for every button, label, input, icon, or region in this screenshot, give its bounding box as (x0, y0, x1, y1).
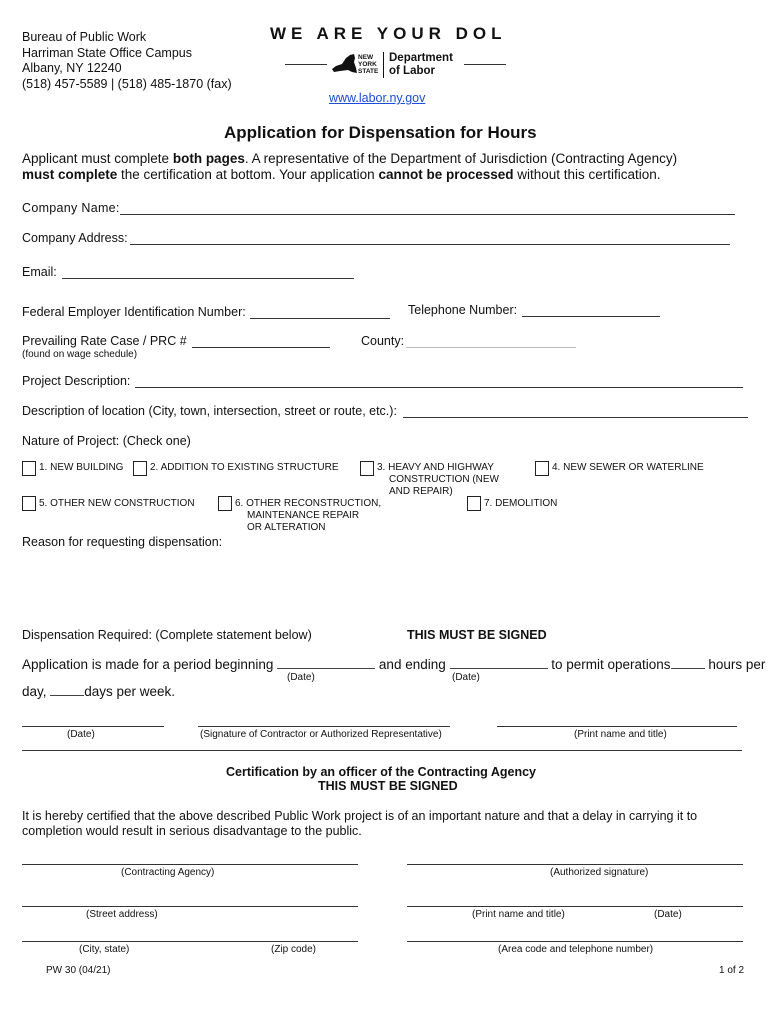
dispensation-statement-line1: Application is made for a period beginning and ending to permit operations hours per (22, 657, 766, 672)
city-state-line[interactable] (22, 941, 358, 942)
header-address (22, 30, 232, 92)
contractor-print-name-line[interactable] (497, 726, 737, 727)
prc-note: (found on wage schedule) (22, 349, 138, 360)
days-field[interactable] (50, 684, 84, 696)
hours-field[interactable] (671, 657, 705, 669)
company-name-field[interactable] (120, 214, 735, 215)
option-new-building: 1. NEW BUILDING (39, 462, 124, 473)
contractor-date-caption: (Date) (67, 729, 95, 740)
project-description-label: Project Description: (22, 374, 131, 388)
checkbox-demolition[interactable] (467, 496, 481, 511)
telephone-field[interactable] (522, 316, 660, 317)
option-demolition: 7. DEMOLITION (484, 498, 558, 509)
page-number: 1 of 2 (719, 965, 745, 976)
authorized-signature-caption: (Authorized signature) (550, 867, 649, 878)
phone-fax-line: (518) 457-5589 | (518) 485-1870 (fax) (22, 76, 232, 91)
page-title: Application for Dispensation for Hours (224, 123, 537, 142)
slogan: WE ARE YOUR DOL (270, 24, 507, 43)
zip-code-caption: (Zip code) (271, 944, 317, 955)
county-field[interactable] (406, 347, 576, 348)
contractor-signature-caption: (Signature of Contractor or Authorized Representative) (200, 729, 442, 740)
email-label: Email: (22, 265, 57, 279)
location-description-field[interactable] (403, 417, 748, 418)
option-other-new-construction: 5. OTHER NEW CONSTRUCTION (39, 498, 195, 509)
dispensation-statement-line2: day, days per week. (22, 684, 176, 699)
fein-field[interactable] (250, 318, 390, 319)
option-sewer-waterline: 4. NEW SEWER OR WATERLINE (552, 462, 704, 473)
certification-text: It is hereby certified that the above described Public Work project is of an important nature and that a delay in carrying it to completion would result in serious disadvantage to the public. (22, 809, 698, 838)
street-address-caption: (Street address) (86, 909, 158, 920)
checkbox-addition[interactable] (133, 461, 147, 476)
county-label: County: (361, 334, 405, 348)
street-address-line[interactable] (22, 906, 358, 907)
reason-input-area[interactable] (22, 552, 742, 622)
city-state-caption: (City, state) (79, 944, 130, 955)
contracting-agency-caption: (Contracting Agency) (121, 867, 215, 878)
city-line: Albany, NY 12240 (22, 61, 122, 75)
form-id: PW 30 (04/21) (46, 965, 111, 976)
agency-date-caption: (Date) (654, 909, 682, 920)
nature-of-project-label: Nature of Project: (Check one) (22, 434, 191, 448)
fein-label: Federal Employer Identification Number: (22, 305, 246, 319)
ny-state-map-icon (330, 52, 360, 78)
agency-print-name-caption: (Print name and title) (472, 909, 565, 920)
must-be-signed-notice: THIS MUST BE SIGNED (407, 628, 547, 642)
checkbox-other-reconstruction[interactable] (218, 496, 232, 511)
agency-phone-caption: (Area code and telephone number) (498, 944, 654, 955)
logo-department-text: Department of Labor (389, 52, 453, 77)
contractor-print-name-caption: (Print name and title) (574, 729, 667, 740)
option-heavy-highway: 3. HEAVY AND HIGHWAY CONSTRUCTION (NEW AND REPAIR) (377, 462, 499, 497)
certification-heading: Certification by an officer of the Contracting Agency (226, 765, 536, 779)
prc-label: Prevailing Rate Case / PRC # (22, 334, 187, 348)
email-field[interactable] (62, 278, 354, 279)
agency-print-name-line[interactable] (407, 906, 743, 907)
end-date-caption: (Date) (452, 672, 480, 683)
telephone-label: Telephone Number: (408, 303, 518, 317)
location-description-label: Description of location (City, town, intersection, street or route, etc.): (22, 404, 397, 418)
website-link[interactable]: www.labor.ny.gov (329, 91, 426, 105)
prc-field[interactable] (192, 347, 330, 348)
company-name-label: Company Name: (22, 201, 120, 215)
checkbox-heavy-highway[interactable] (360, 461, 374, 476)
begin-date-field[interactable] (277, 657, 375, 669)
project-description-field[interactable] (135, 387, 743, 388)
authorized-signature-line[interactable] (407, 864, 743, 865)
contractor-date-line[interactable] (22, 726, 164, 727)
contracting-agency-line[interactable] (22, 864, 358, 865)
intro-paragraph: Applicant must complete both pages. A representative of the Department of Jurisdiction (Contracting Agency) must complete the certification at bottom. Your application cannot be processed without this certification. (22, 151, 678, 182)
checkbox-other-new-construction[interactable] (22, 496, 36, 511)
bureau-name: Bureau of Public Work (22, 30, 147, 44)
option-addition: 2. ADDITION TO EXISTING STRUCTURE (150, 462, 339, 473)
logo-rule-left (285, 64, 327, 65)
begin-date-caption: (Date) (287, 672, 315, 683)
checkbox-new-building[interactable] (22, 461, 36, 476)
agency-phone-line[interactable] (407, 941, 743, 942)
logo-divider (383, 52, 384, 78)
option-other-reconstruction: 6. OTHER RECONSTRUCTION, MAINTENANCE REPAIR OR ALTERATION (235, 498, 382, 533)
dispensation-label: Dispensation Required: (Complete statement below) (22, 628, 312, 642)
certification-must-sign: THIS MUST BE SIGNED (318, 779, 458, 793)
reason-label: Reason for requesting dispensation: (22, 535, 223, 549)
logo-state-text: NEW YORK STATE (358, 54, 379, 75)
logo-rule-right (464, 64, 506, 65)
end-date-field[interactable] (450, 657, 548, 669)
section-divider (22, 750, 742, 751)
campus-name: Harriman State Office Campus (22, 45, 192, 60)
company-address-field[interactable] (130, 244, 730, 245)
contractor-signature-line[interactable] (198, 726, 450, 727)
company-address-label: Company Address: (22, 231, 128, 245)
checkbox-sewer-waterline[interactable] (535, 461, 549, 476)
